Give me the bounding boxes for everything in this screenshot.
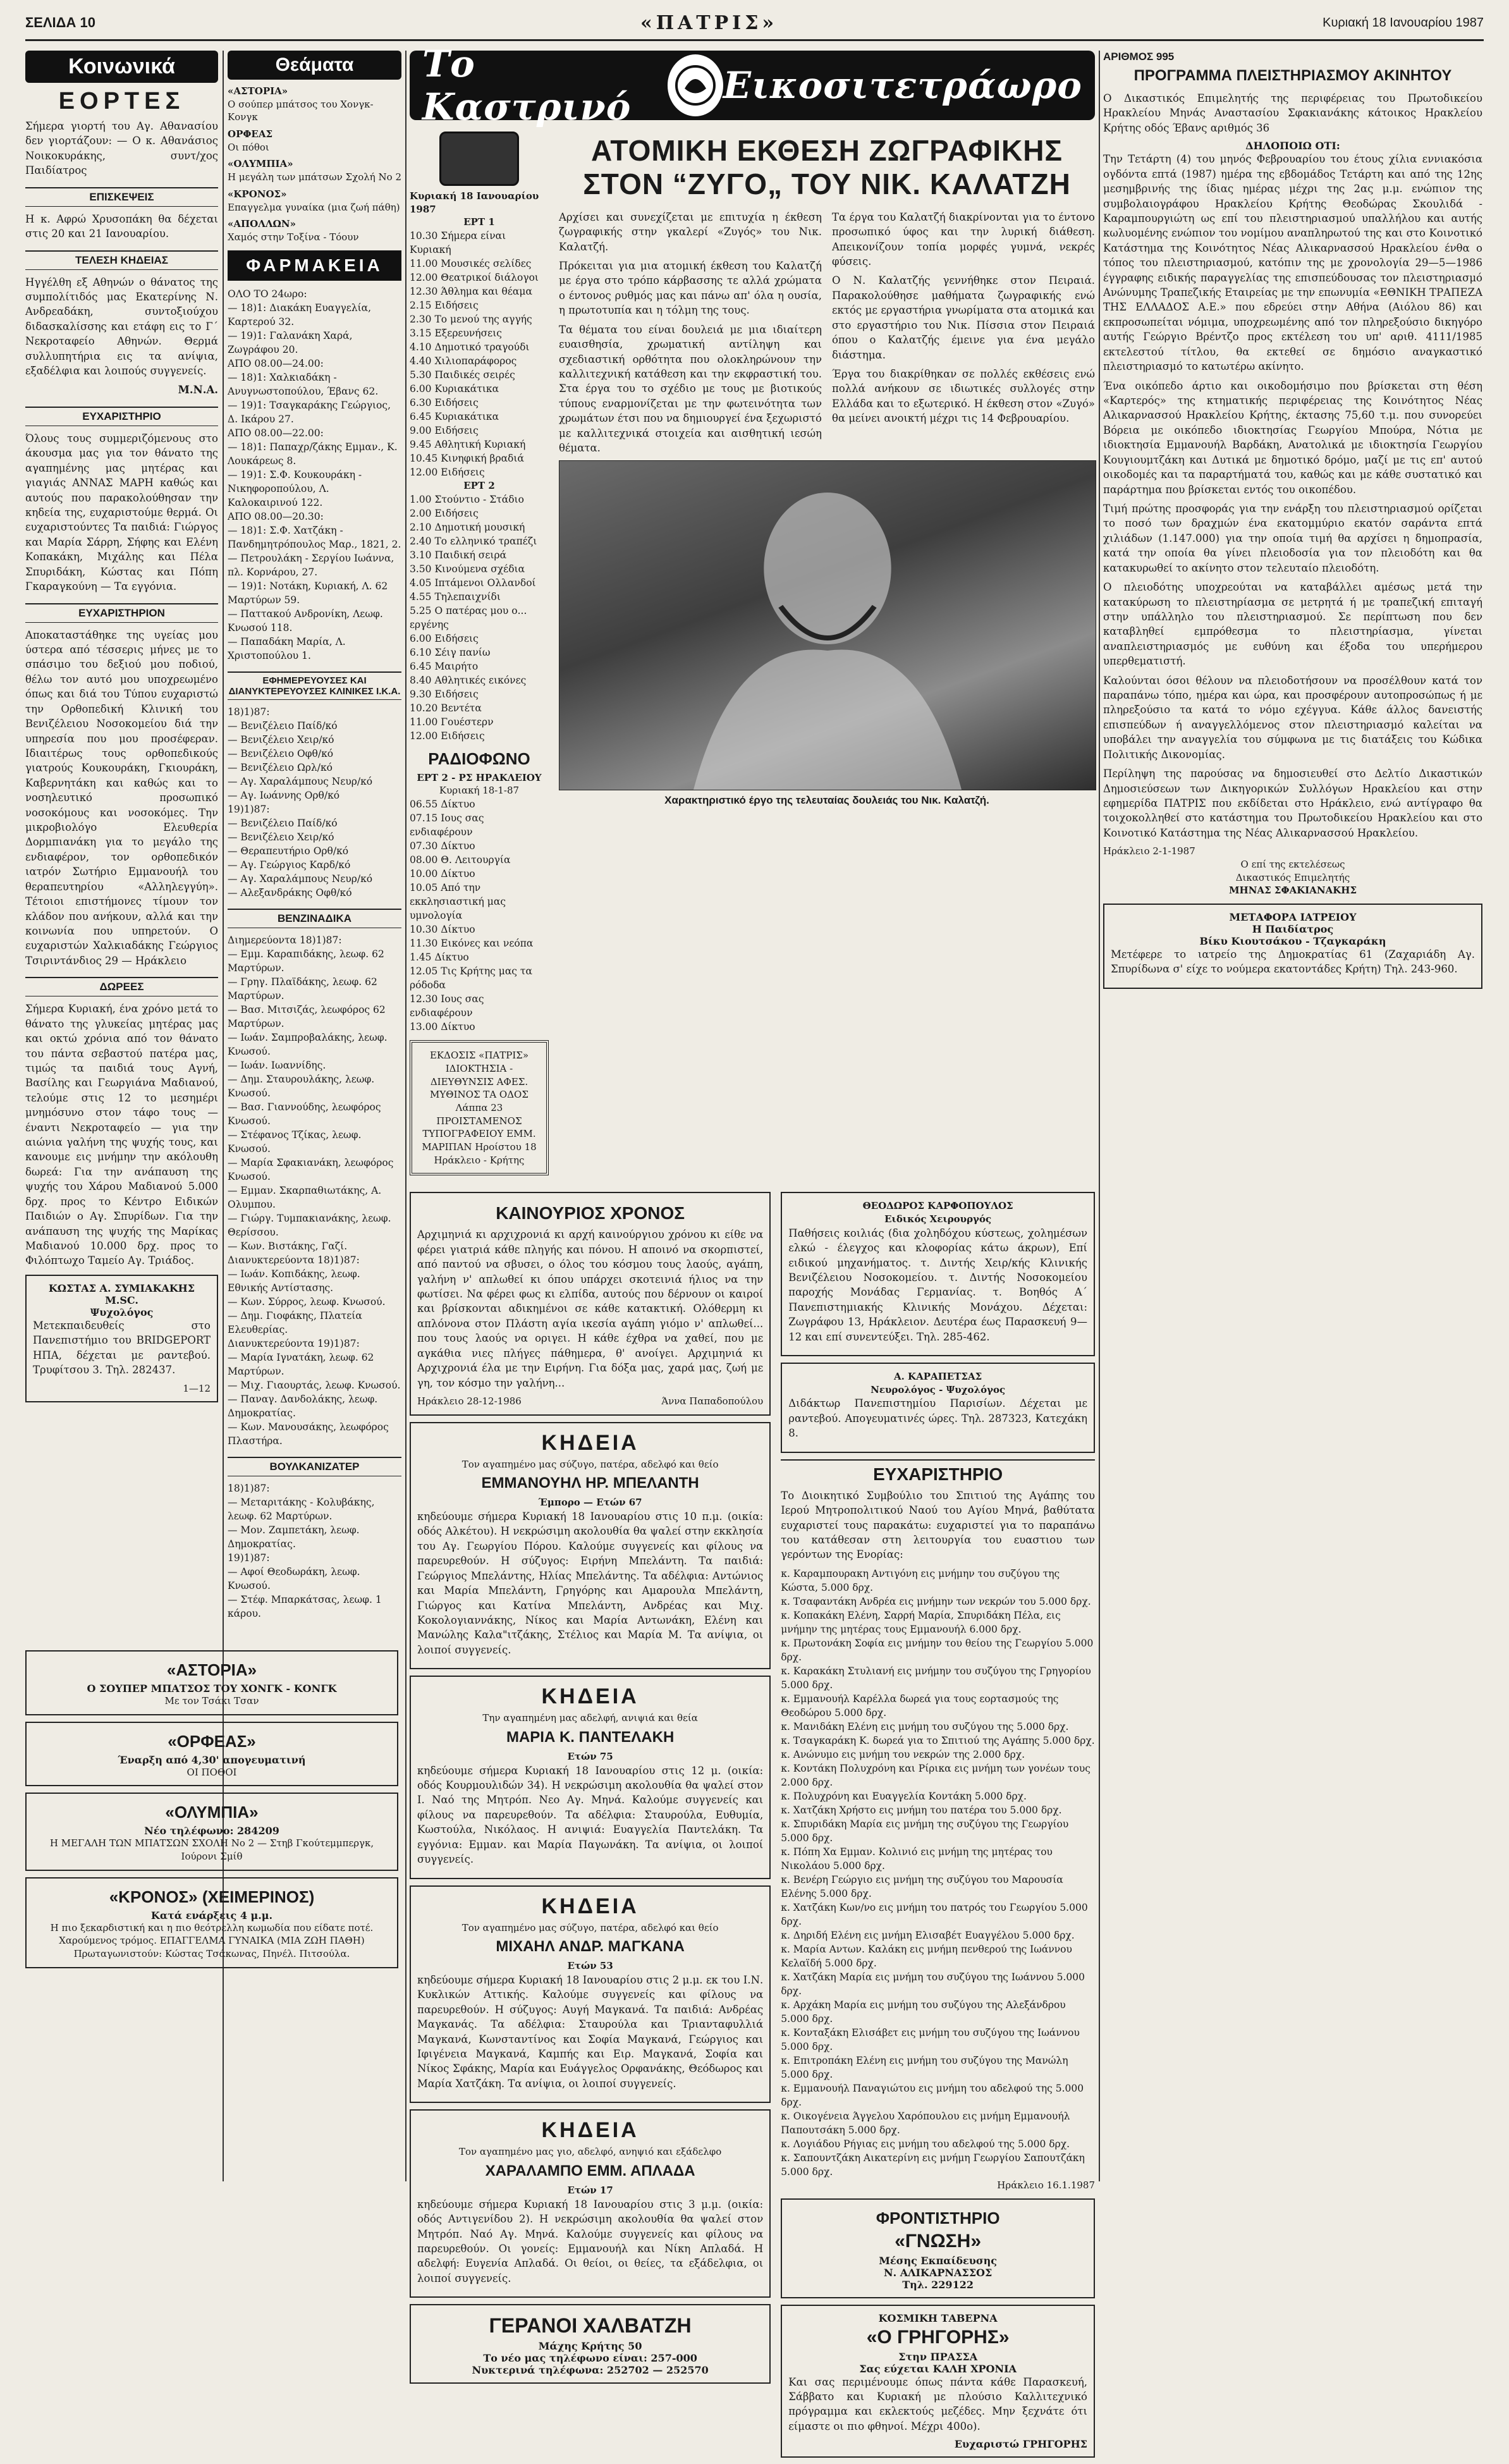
tv-programme-line: 10.30 Σήμερα είναι Κυριακή [410, 230, 506, 256]
radio-programme-line: 08.00 Θ. Λειτουργία [410, 854, 511, 866]
episkepseis-title: ΕΠΙΣΚΕΨΕΙΣ [25, 187, 218, 207]
radio-sub: ΕΡΤ 2 - ΡΣ ΗΡΑΚΛΕΙΟΥ [417, 771, 542, 783]
pharmacies-list [228, 287, 401, 663]
tv-programme-line: 2.15 Ειδήσεις [410, 300, 479, 312]
column-divider [405, 51, 406, 2181]
cinema-extra: Με τον Τσάκι Τσαν [164, 1695, 259, 1707]
tv-programme-line: 6.45 Μαιρήτο [410, 660, 479, 672]
eortes-text: Σήμερα γιορτή του Αγ. Αθανασίου δεν γιορτάζουν: — Ο κ. Αθανάσιος Νοικοκυράκης, συντ/χος Παιδίατρος [25, 120, 218, 177]
theatres-list [228, 85, 401, 244]
donation-line: κ. Πρωτονάκη Σοφία εις μνήμην του θείου της Γεωργίου 5.000 δρχ. [781, 1637, 1094, 1663]
theatre-film: Η μεγάλη των μπάτσων Σχολή Νο 2 [228, 171, 401, 183]
vulcanizer-title: ΒΟΥΛΚΑΝΙΖΑΤΕΡ [228, 1457, 401, 1476]
pharmacy-line: — 18)1: Διακάκη Ευαγγελία, Καρτερού 32. [228, 302, 372, 328]
funeral-notice-sign: Μ.Ν.Α. [178, 384, 218, 396]
notice-p6: Καλούνται όσοι θέλουν να πλειοδοτήσουν να προσέλθουν κατά τον παραπάνω τόπο, ημέρα και ώρα, και προσφέρουν αυτοπροσώπως ή με πληρεξούσιο τα κατά το νόμο εχέγγυα. Κάθε άλλος δανειστής επισπεύδων ή αναγγελλόμενος στον πλειστηριασμό καλείται να υποβάλει την αναγγελία του σύμφωνα με τις διατάξεις του Κώδικα Πολιτικής Δικονομίας. [1103, 674, 1482, 761]
notice-sign1: Ο επί της εκτελέσεως [1240, 858, 1345, 870]
vulcanizer-line: — Στέφ. Μπαρκάτσας, λεωφ. 1 κάρου. [228, 1593, 382, 1619]
cinema-ads [25, 1644, 398, 1975]
tv-programme-line: 12.00 Θεατρικοί διάλογοι [410, 272, 539, 284]
donation-line: κ. Τσαγκαράκη Κ. δωρεά για το Σπιτιού της Αγάπης 5.000 δρχ. [781, 1734, 1095, 1746]
ad-name: ΚΩΣΤΑΣ Α. ΣΥΜΙΑΚΑΚΗΣ M.SC. [48, 1282, 195, 1306]
petrol-line: — Μαρία Ιγνατάκη, λεωφ. 62 Μαρτύρων. [228, 1351, 374, 1377]
petrol-line: — Μιχ. Γιαουρτάς, λεωφ. Κνωσού. [228, 1379, 401, 1391]
donations-text: Σήμερα Κυριακή, ένα χρόνο μετά το θάνατο της γλυκείας μητέρας μας και οκτώ χρόνια από τον θάνατο του πάντα σεβαστού πατέρα μας, τιμώς τα παιδιά τους Αγνή, Βασίλης και Γεωργιάνα Μαδιανού, τελούμε στις 12 το μεσημέρι μνημόσυνο στον τάφο τους — έναντι Νεκροταφείο — για την αιώνια γαλήνη της ψυχής τους, και κανουμε εις μνήμην την ακόλουθη δωρεά: Για την ανάπαυση της ψυχής του Χάρου Μαδιανού 5.000 δρχ. προς το Κέντρο Ειδικών Παιδιών ο Αγ. Σπυρίδων. Για την ανάπαυση της ψυχής της Μαρίκας Μαδιανού 10.000 δρχ. προς το Φιλόπτωχο Ταμείο Αγ. Τριάδος. [25, 1003, 218, 1267]
petrol-line: — Γρηγ. Πλαϊδάκης, λεωφ. 62 Μαρτύρων. [228, 976, 377, 1002]
funeral-name: ΕΜΜΑΝΟΥΗΛ ΗΡ. ΜΠΕΛΑΝΤΗ [481, 1474, 699, 1492]
pharmacy-line: — 19)1: Νοτάκη, Κυριακή, Λ. 62 Μαρτύρων 59. [228, 580, 388, 606]
tv-icon [439, 132, 519, 186]
clinic-line: — Αγ. Χαραλάμπους Νευρ/κό [228, 775, 373, 787]
funeral-text: κηδεύουμε σήμερα Κυριακή 18 Ιανουαρίου στις 10 π.μ. (οικία: οδός Αλκέτου). Η νεκρώσιμη ακολουθία θα ψαλεί στην εκκλησία του Αγ. Γεωργίου Πόρου. Καλούμε συγγενείς και φίλους να παρευρεθούν. Η σύζυγος: Ειρήνη Μπελάντη. Τα παιδιά: Γεώργιος Μπελάντης, Ηλίας Μπελάντης. Τα αδέλφια: Αντώνιος και Μαρία Μπελάντη, Γρηγόρης και Αμαρουλα Μπελάντη, Γιώργος και Κατίνα Μπελάντη, Ανδρέας και Μιχ. Κοκολογιαννάκης, Νίκος και Μαρία Αντωνάκη, Ελένη και Μανώλης Καλα"ιτζάκης, Στέλιος και Μαρία Μ. Τα ανίψια, οι λοιποί συγγενείς. [417, 1511, 764, 1656]
theatre-name: «ΑΣΤΟΡΙΑ» [228, 85, 288, 97]
thanks-title: ΕΥΧΑΡΙΣΤΗΡΙΟ [25, 407, 218, 426]
tv-programme-line: 5.30 Παιδικές σειρές [410, 369, 515, 381]
radio-programme-line: 10.05 Από την εκκλησιαστική μας υμνολογία [410, 882, 506, 922]
cinema-name: «ΑΣΤΟΡΙΑ» [166, 1660, 257, 1679]
funeral-text: κηδεύουμε σήμερα Κυριακή 18 Ιανουαρίου στις 3 μ.μ. (οικία: οδός Αντιγενίδου 2). Η νεκρώσιμη ακολουθία θα ψαλεί στον Μητρόπ. Ναό Αγ. Μηνά. Καλούμε συγγενείς και φίλους να παρευρεθούν. Οι γονείς: Εμμανουήλ και Νίκη Απλαδά. Η αδελφή: Ευγενία Απλαδά. Οι θείοι, οι θείες, τα εξάδελφια, οι λοιποί συγγενείς. [417, 2198, 764, 2284]
petrol-line: Διανυκτερεύοντα 19)1)87: [228, 1337, 360, 1349]
funeral-role: Ετών 75 [567, 1750, 613, 1762]
radio-programme-line: 07.15 Ιους σας ενδιαφέρουν [410, 812, 484, 838]
clinic-line: 19)1)87: [228, 803, 270, 815]
tv-programme-line: 9.30 Ειδήσεις [410, 688, 479, 700]
notice-sign2: Δικαστικός Επιμελητής [1235, 871, 1350, 883]
tv-programme-line: 3.15 Εξερευνήσεις [410, 328, 502, 340]
cinema-extra: Η ΜΕΓΑΛΗ ΤΩΝ ΜΠΑΤΣΩΝ ΣΧΟΛΗ Νο 2 — Στηβ Γκούτεμμπεργκ, Ιούρονι Σμίθ [49, 1837, 374, 1863]
notice-p1: Ο Δικαστικός Επιμελητής της περιφέρειας του Πρωτοδικείου Ηρακλείου Μηνάς Αναστασίου Σφακιανάκης κάτοικος Ηρακλείου Κρήτης οδός Έβανς αριθμός 36 [1103, 92, 1482, 134]
theatre-film: Οι πόθοι [228, 141, 269, 153]
tv-programme-line: 10.20 Βεντέτα [410, 702, 482, 714]
tv-programme-line: 6.10 Σέιγ πανίω [410, 646, 491, 658]
tv-programme-line: 11.00 Γουέστερν [410, 716, 494, 728]
theatre-name: «ΚΡΟΝΟΣ» [228, 188, 287, 200]
clinic-line: — Βενιζέλειο Χειρ/κό [228, 831, 334, 843]
cinema-ad [25, 1793, 398, 1870]
tv-programme-line: 11.00 Μουσικές σελίδες [410, 258, 532, 270]
pharmacy-line: — 18)1: Σ.Φ. Χατζάκη - Πανδημητρόπουλος Μαρ., 1821, 2. [228, 524, 401, 550]
funeral-role: Ετών 53 [567, 1960, 613, 1972]
petrol-line: — Κων. Σύρρος, λεωφ. Κνωσού. [228, 1296, 386, 1308]
tv-programme-line: 12.00 Ειδήσεις [410, 730, 485, 742]
funeral-name: ΜΙΧΑΗΛ ΑΝΔΡ. ΜΑΓΚΑΝΑ [496, 1938, 685, 1956]
pharmacy-line: ΟΛΟ ΤΟ 24ωρο: [228, 288, 307, 300]
donation-line: κ. Χατζάκη Κων/νο εις μνήμη του πατρός του Γεωργίου 5.000 δρχ. [781, 1901, 1088, 1927]
gerani-phone: Το νέο μας τηλέφωνο είναι: 257-000 [483, 2352, 697, 2365]
petrol-line: — Ιωάν. Κοπιδάκης, λεωφ. Εθνικής Αντίστασης. [228, 1268, 360, 1294]
donation-line: κ. Μανιδάκη Ελένη εις μνήμη του συζύγου της 5.000 δρχ. [781, 1720, 1069, 1732]
vulcanizer-line: — Αφοί Θεοδωράκη, λεωφ. Κνωσού. [228, 1566, 360, 1591]
petrol-line: — Κων. Μανουσάκης, λεωφόρος Πλαστήρα. [228, 1421, 389, 1447]
article-headline: ΑΤΟΜΙΚΗ ΕΚΘΕΣΗ ΖΩΓΡΑΦΙΚΗΣ ΣΤΟΝ “ΖΥΓΟ„ ΤΟΥ ΝΙΚ. ΚΑΛΑΤΖΗ [583, 134, 1071, 200]
petrol-line: — Κων. Βιστάκης, Γαζί. [228, 1240, 348, 1252]
donation-line: κ. Τσαφαντάκη Ανδρέα εις μνήμην των νεκρών του 5.000 δρχ. [781, 1595, 1091, 1607]
right-lower [781, 1186, 1095, 2464]
notice-p7: Περίληψη της παρούσας να δημοσιευθεί στο Δελτίο Δικαστικών Δημοσιεύσεων των Δικηγορικών Συλλόγων Ηρακλείου και στην εφημερίδα ΠΑΤΡΙΣ που εκδίδεται στο Ηράκλειο, ενώ αντίγραφο θα τοιχοκολληθεί στο κατάστημα του Πρωτοδικείου Ηρακλείου και στο Κοινοτικό Κατάστημα της Νέας Αλικαρνασσού Ηρακλείου. [1103, 768, 1482, 839]
radio-programme-line: 1.45 Δίκτυο [410, 952, 469, 964]
gerani-title: ΓΕΡΑΝΟΙ ΧΑΛΒΑΤΖΗ [489, 2314, 692, 2338]
radio-programme-line: 12.05 Τις Κρήτης μας τα ρόδοδα [410, 965, 532, 991]
petrol-line: — Ιωάν. Σαμπροβαλάκης, λεωφ. Κνωσού. [228, 1031, 388, 1057]
clinic-line: — Βενιζέλειο Ωρλ/κό [228, 761, 333, 773]
clinic-line: — Βενιζέλειο Χειρ/κό [228, 733, 334, 745]
karfopoulos-ad: ΘΕΟΔΩΡΟΣ ΚΑΡΦΟΠΟΥΛΟΣ Ειδικός Χειρουργός Παθήσεις κοιλιάς (δια χοληδόχου κύστεως, χολημέσων ελκώ - έλεγχος και κλοφορίας κάτω άκρων), Επί ειδικού μηχανήματος. τ. Διντής Χειρ/κής Κλινικής Βενιζέλειου Νοσοκομείου. τ. Διντής Νοσοκομείου παροχής Μονάδας Γερμανίας. τ. Βοηθός Α΄ Πανεπιστημιακής Κλινικής Μονάχου. Δέχεται: Ζωγράφου 13, Ηράκλειον. Δευτέρα έως Παρασκευή 9—12 και επί συνεντεύξει. Τηλ. 285-462. [781, 1192, 1095, 1356]
pharmacy-line: — Παττακού Ανδρονίκη, Λεωφ. Κνωσού 118. [228, 608, 383, 634]
vulcanizer-list [228, 1481, 401, 1621]
ad-role: Ψυχολόγος [90, 1306, 154, 1318]
photo-caption: Χαρακτηριστικό έργο της τελευταίας δουλειάς του Νικ. Καλατζή. [664, 794, 989, 806]
tv-programme-line: 4.55 Τηλεπαιχνίδι [410, 591, 501, 603]
pharmacy-line: ΑΠΟ 08.00—24.00: [228, 357, 324, 369]
radio-programme-line: 13.00 Δίκτυο [410, 1021, 475, 1033]
cinema-film: Κατά ενάρξεις 4 μ.μ. [150, 1909, 273, 1922]
radio-title: ΡΑΔΙΟΦΩΝΟ [428, 749, 530, 768]
ika-list [228, 705, 401, 900]
tv-programme-line: 4.10 Δημοτικό τραγούδι [410, 341, 530, 353]
pharmacy-line: ΑΠΟ 08.00—20.30: [228, 510, 324, 522]
donation-line: κ. Καρακάκη Στυλιανή εις μνήμην του συζύγου της Γρηγορίου 5.000 δρχ. [781, 1665, 1091, 1691]
issue-date: Κυριακή 18 Ιανουαρίου 1987 [1323, 15, 1484, 30]
cinema-ad [25, 1722, 398, 1787]
tv-programme-line: 10.45 Κινηφική βραδιά [410, 453, 524, 465]
metafora-ad: ΜΕΤΑΦΟΡΑ ΙΑΤΡΕΙΟΥ Η Παιδίατρος Βίκυ Κιουτσάκου - Τζαγκαράκη Μετέφερε το ιατρείο της Δημοκρατίας 61 (Ζαχαριάδη Αγ. Σπυρίδωνα σ' είχε το νούμερα εκατοντάδες Κρήτη) Τηλ. 243-960. [1103, 904, 1482, 989]
left-lower [410, 1186, 771, 2464]
tv-programme-line: 12.00 Ειδήσεις [410, 467, 485, 479]
tv-programme-line: 2.00 Ειδήσεις [410, 507, 479, 519]
donation-line: κ. Κοντάκη Πολυχρόνη και Ρίρικα εις μνήμη των γονέων τους 2.000 δρχ. [781, 1762, 1091, 1788]
thanks2-title: ΕΥΧΑΡΙΣΤΗΡΙΟΝ [25, 603, 218, 623]
petrol-line: — Εμμαν. Σκαρπαθιωτάκης, Α. Ολυμπου. [228, 1184, 382, 1210]
notice-sign3: ΜΗΝΑΣ ΣΦΑΚΙΑΝΑΚΗΣ [1228, 885, 1357, 897]
painting-photo [559, 460, 1096, 790]
theatre-film: Επαγγελμα γυναίκα (μια ζωή πάθη) [228, 201, 400, 213]
notice-p4: Τιμή πρώτης προσφοράς για την ενάρξη του πλειστηριασμού ορίζεται το ποσό των δραχμών ένα εκατομμύριο εκατόν σαράντα επτά χιλιάδων (1.147.000) για την οποία τιμή θα αρχίσει η δημοπρασία, κατά την οποία θα γίνει πλειοδοσία για τον πλειοδότη και θα κατακυρωθεί το ακίνητο στον τελευταίο πλειοδότη. [1103, 502, 1482, 574]
church-donations [781, 1567, 1095, 2179]
donation-line: κ. Πόπη Χα Εμμαν. Κολινιό εις μνήμη της μητέρας του Νικολάου 5.000 δρχ. [781, 1846, 1053, 1872]
funeral-intro: Τον αγαπημένο μας γιο, αδελφό, ανηψιό και εξάδελφο [459, 2146, 722, 2158]
donation-line: κ. Χατζάκη Χρήστο εις μνήμη του πατέρα του 5.000 δρχ. [781, 1804, 1062, 1816]
clinic-line: — Βενιζέλειο Παίδ/κό [228, 817, 338, 829]
ert1-programme [410, 229, 549, 479]
article-p6: Έργα του διακρίθηκαν σε πολλές εκθέσεις ενώ πολλά ανήκουν σε ιδιωτικές συλλογές στην Ελλάδα και το εξωτερικό. Η έκθεση στον «Ζυγό» θα μείνει ανοικτή μέχρι τις 14 Φεβρουαρίου. [832, 368, 1095, 425]
pharmacy-line: ΑΠΟ 08.00—22.00: [228, 427, 324, 439]
funeral-text: κηδεύουμε σήμερα Κυριακή 18 Ιανουαρίου στις 12 μ. (οικία: οδός Κουρμουλιδών 34). Η νεκρώσιμη ακολουθία θα ψαλεί στον Ι. Ναό της Μητρόπ. Νεο Αγ. Μηνά. Καλούμε συγγενείς και φίλους να παρευρεθούν. Τα αδέλφια: Σταυρούλα, Ευθυμία, Κωστούλα, Νικόλαος. Η ανιψιά: Ευαγγελία Παντελάκη. Τα εγγόνια: Εμμαν. και Μαρία Παγωνάκη. Τα ανίψια, οι λοιποί συγγενείς. [417, 1764, 764, 1866]
radio-programme [410, 797, 549, 1034]
funeral-name: ΜΑΡΙΑ Κ. ΠΑΝΤΕΛΑΚΗ [506, 1728, 675, 1746]
petrol-line: — Εμμ. Καραπιδάκης, λεωφ. 62 Μαρτύρων. [228, 948, 384, 974]
ert2-label: ΕΡΤ 2 [463, 480, 495, 492]
thanks-text: Όλους τους συμμεριζόμενους στο άκουσμα μας για τον θάνατο της αγαπημένης μας μητέρας και γιαγιάς ΑΝΝΑΣ ΜΑΡΗ καθώς και αυτούς που παρακολούθησαν την κηδεία της, ευχαριστούμε θερμά. Οι ευχαριστούντες Τα παιδιά: Γιώργος και Μαρία Σάρρη, Σήφης και Ελένη Κοπακάκη, Μιχάλης και Πέλα Σπυριδάκη, Κώστας και Πόπη Γκαραγκούνη — Τα εγγόνια. [25, 432, 218, 593]
article-p2: Πρόκειται για μια ατομική έκθεση του Καλατζή με έργα στο τρόπο κάρβασσης τε αλλά χρώματα ο έντονος ρυθμός μας και πάνω απ' όλα η ουσία, η πρωτοτυπία και η τόλμη της τους. [559, 260, 822, 317]
clinic-line: — Αγ. Γεώργιος Καρδ/κό [228, 859, 351, 871]
tv-programme-line: 9.00 Ειδήσεις [410, 425, 479, 437]
funeral-intro: Την αγαπημένη μας αδελφή, ανιψιά και θεία [482, 1712, 698, 1724]
pharmacies-title: ΦΑΡΜΑΚΕΙΑ [228, 250, 401, 281]
frontistirio-ad: ΦΡΟΝΤΙΣΤΗΡΙΟ «ΓΝΩΣΗ» Μέσης Εκπαίδευσης Ν. ΑΛΙΚΑΡΝΑΣΣΟΣ Τηλ. 229122 [781, 2198, 1095, 2298]
petrol-line: Διημερεύοντα 18)1)87: [228, 934, 342, 946]
cinema-film: Νέο τηλέφωνο: 284209 [144, 1825, 279, 1837]
emblem-icon [668, 54, 723, 116]
petrol-line: — Δημ. Σταυρουλάκης, λεωφ. Κνωσού. [228, 1073, 375, 1099]
funeral-title: ΚΗΔΕΙΑ [541, 1684, 639, 1709]
gerani-ad [410, 2304, 771, 2384]
page-number: ΣΕΛΙΔΑ 10 [25, 15, 95, 30]
theatre-name: «ΑΠΟΛΛΩΝ» [228, 218, 296, 230]
newspaper-title: «ΠΑΤΡΙΣ» [640, 11, 778, 34]
tv-programme-line: 1.00 Στούντιο - Στάδιο [410, 493, 524, 505]
ad-ref: 1—12 [183, 1382, 211, 1394]
donation-line: κ. Οικογένεια Άγγελου Χαρόπουλου εις μνήμη Εμμανουήλ Παπουτσάκη 5.000 δρχ. [781, 2110, 1070, 2136]
petrol-line: — Μαρία Σφακιανάκη, λεωφόρος Κνωσού. [228, 1156, 394, 1182]
gerani-night: Νυκτερινά τηλέφωνα: 252702 — 252570 [472, 2364, 709, 2377]
donation-line: κ. Λογιάδου Ρήγιας εις μνήμη του αδελφού της 5.000 δρχ. [781, 2138, 1070, 2150]
funeral-role: Ετών 17 [567, 2185, 613, 2196]
tv-programme-line: 6.30 Ειδήσεις [410, 397, 479, 409]
funeral-intro: Τον αγαπημένο μας σύζυγο, πατέρα, αδελφό και θείο [461, 1458, 719, 1470]
column-divider [1099, 51, 1100, 2181]
thanks2-text: Αποκαταστάθηκε της υγείας μου ύστερα από τέσσερις μήνες με το σπάσιμο του δεξιού μου ποδιού, θέλω τον αυτό μου υποχρεωμένο όπως και διά του Τύπου ευχαριστώ την Ορθοπεδική Κλινική του Βενιζέλειου Νοσοκομείου διά την υπηρεσία που μου προσέφεραν. Ιδιαιτέρως τους ορθοπεδικούς γιατρούς Κουκουράκη, Γκιουράκη, Καβερνητάκη και καθώς και το νοσηλευτικό προσωπικό νοσοκόμους και νοσοκόμες. Την μικροβιολόγο Ελευθερία Δορμπιανάκη για το μεγάλο της ενδιαφέρον, τον ορθοπεδικόν ιατρόν Σωτήριο Εμμανουήλ του θεραπευτηρίου «Αλληλεγγύη». Τέτοιοι επιστήμονες τίμουν τον κλάδον που ανήκουν, αλλά και την κοινωνία που υπηρετούν. Ο ευχαριστών Χαλκιαδάκης Γεώργιος Τσιριντάνδιος 29 — Ηράκλειο [25, 628, 218, 967]
funeral-text: κηδεύουμε σήμερα Κυριακή 18 Ιανουαρίου στις 2 μ.μ. εκ του Ι.Ν. Κυκλικών Αττικής. Καλούμε συγγενείς και φίλους να παρευρεθούν. Η σύζυγος: Αυγή Μαγκανά. Τα παιδιά: Ανδρέας Μαγκανάς. Τα αδέλφια: Σταυρούλα και Τριανταφυλλιά Μαγκανά, Κωνσταντίνος και Σοφία Μαγκανά, Γεώργιος και Ιφιγένεια Μαγκανά, Καμπής και Ειρ. Μαγκανά, Σοφία και Νίκος Σφάκης, Μαρία και Ευάγγελος Ορφανάκης, Θεόδωρος και Μαρία Χατζάκη. Τα ανίψια, οι λοιποί συγγενείς. [417, 1973, 764, 2090]
tv-programme-line: 12.30 Άθλημα και θέαμα [410, 286, 532, 298]
petrol-line: — Δημ. Γιοφάκης, Πλατεία Ελευθερίας. [228, 1309, 362, 1335]
pharmacy-line: — 19)1: Τσαγκαράκης Γεώργιος, Δ. Ικάρου 27. [228, 399, 391, 425]
tv-programme-line: 6.45 Κυριακάτικα [410, 411, 499, 423]
tv-programme-line: 6.00 Ειδήσεις [410, 632, 479, 644]
funeral-title: ΚΗΔΕΙΑ [541, 1430, 639, 1455]
banner-right: Εικοσιτετράωρο [723, 64, 1082, 107]
theatre-name: ΟΡΦΕΑΣ [228, 128, 273, 140]
episkepseis-text: Η κ. Αφρώ Χρυσοπάκη θα δέχεται στις 20 και 21 Ιανουαρίου. [25, 212, 218, 240]
pharmacy-line: — Πετρουλάκη - Σεργίου Ιωάννα, πλ. Κορνάρου, 27. [228, 552, 394, 578]
funeral-intro: Τον αγαπημένο μας σύζυγο, πατέρα, αδελφό και θείο [461, 1922, 719, 1934]
notice-place: Ηράκλειο 2-1-1987 [1103, 845, 1195, 857]
cinema-name: «ΟΡΦΕΑΣ» [168, 1731, 256, 1751]
clinic-line: — Αγ. Χαραλάμπους Νευρ/κό [228, 873, 373, 885]
ert1-label: ΕΡΤ 1 [463, 216, 495, 228]
vulcanizer-line: 18)1)87: [228, 1482, 270, 1494]
radio-programme-line: 10.30 Δίκτυο [410, 924, 475, 936]
tv-programme-line: 3.50 Κινούμενα σχέδια [410, 563, 525, 575]
tv-programme-line: 9.45 Αθλητική Κυριακή [410, 439, 526, 451]
pharmacy-line: — 18)1: Χαλκιαδάκη - Ανυγνωστοπούλου, Έβανς 62. [228, 371, 379, 397]
donation-line: κ. Εμμανουήλ Καρέλλα δωρεά για τους εορτασμούς της Θεοδώρου 5.000 δρχ. [781, 1693, 1059, 1719]
funeral-role: Έμπορο — Ετών 67 [538, 1497, 642, 1509]
theatres-kicker: Θεάματα [228, 51, 401, 80]
donation-line: κ. Κοπακάκη Ελένη, Σαρρή Μαρία, Σπυριδάκη Πέλα, εις μνήμην της μητέρας τους Εμμανουήλ 6.000 δρχ. [781, 1609, 1061, 1635]
radio-programme-line: 10.00 Δίκτυο [410, 868, 475, 880]
tv-programme-line: 4.05 Ιπτάμενοι Ολλανδοί [410, 577, 536, 589]
funeral-title: ΚΗΔΕΙΑ [541, 1894, 639, 1918]
donation-line: κ. Πολυχρόνη και Ευαγγελία Κοντάκη 5.000 δρχ. [781, 1790, 1027, 1802]
art-article [559, 128, 1095, 1182]
ert2-programme [410, 493, 549, 743]
clinic-line: 18)1)87: [228, 706, 270, 718]
funeral-title: ΚΗΔΕΙΑ [541, 2118, 639, 2143]
funeral-name: ΧΑΡΑΛΑΜΠΟ ΕΜΜ. ΑΠΛΑΔΑ [485, 2162, 695, 2179]
taverna-ad: ΚΟΣΜΙΚΗ ΤΑΒΕΡΝΑ «Ο ΓΡΗΓΟΡΗΣ» Στην ΠΡΑΣΣΑ Σας εύχεται ΚΑΛΗ ΧΡΟΝΙΑ Και σας περιμένουμε όπως πάντα κάθε Παρασκευή, Σάββατο και Κυριακή με πλούσιο Καλλιτεχνικό πρόγραμμα και εκλεκτούς μεζέδες. Μην ξεχνάτε ότι είμαστε οι πιο φθηνοί. Μέχρι 400ο). Ευχαριστώ ΓΡΗΓΟΡΗΣ [781, 2305, 1095, 2458]
cinema-extra: Η πιο ξεκαρδιστική και η πιο θεότρελλη κωμωδία που είδατε ποτέ. Χαρούμενος τρόμος. ΕΠΑΓΓΕΛΜΑ ΓΥΝΑΙΚΑ (ΜΙΑ ΖΩΗ ΠΑΘΗ) Πρωταγωνιστούν: Κώστας Τσάκωνας, Πηνέλ. Πιτσούλα. [50, 1922, 374, 1960]
notice-title: ΠΡΟΓΡΑΜΜΑ ΠΛΕΙΣΤΗΡΙΑΣΜΟΥ ΑΚΙΝΗΤΟΥ [1133, 67, 1452, 84]
pharmacy-line: — 19)1: Γαλανάκη Χαρά, Ζωγράφου 20. [228, 329, 353, 355]
radio-programme-line: 12.30 Ιους σας ενδιαφέρουν [410, 993, 484, 1019]
donation-line: κ. Χατζάκη Μαρία εις μνήμη του συζύγου της Ιωάννου 5.000 δρχ. [781, 1971, 1085, 1997]
ika-title: ΕΦΗΜΕΡΕΥΟΥΣΕΣ ΚΑΙ ΔΙΑΝΥΚΤΕΡΕΥΟΥΣΕΣ ΚΛΙΝΙΚΕΣ Ι.Κ.Α. [228, 671, 401, 700]
funeral-notice [410, 1422, 771, 1670]
cinema-name: «ΚΡΟΝΟΣ» (ΧΕΙΜΕΡΙΝΟΣ) [109, 1887, 315, 1906]
donation-line: κ. Επιτροπάκη Ελένη εις μνήμη του συζύγου της Μανώλη 5.000 δρχ. [781, 2054, 1068, 2080]
funeral-notice [410, 1676, 771, 1879]
donation-line: κ. Εμμανουήλ Παναγιώτου εις μνήμη του αδελφού της 5.000 δρχ. [781, 2082, 1084, 2108]
publisher-box: ΕΚΔΟΣΙΣ «ΠΑΤΡΙΣ» ΙΔΙΟΚΤΗΣΙΑ - ΔΙΕΥΘΥΝΣΙΣ ΑΦΕΣ. ΜΥΘΙΝΟΣ ΤΑ ΟΔΟΣ Λάππα 23 ΠΡΟΙΣΤΑΜΕΝΟΣ ΤΥΠΟΓΡΑΦΕΙΟΥ ΕΜΜ. ΜΑΡΙΠΑΝ Ηροίστου 18 Ηράκλειο - Κρήτης [410, 1040, 549, 1175]
tv-listing [410, 128, 549, 1182]
church-thanks-title: ΕΥΧΑΡΙΣΤΗΡΙΟ [781, 1459, 1095, 1485]
article-p1: Αρχίσει και συνεχίζεται με επιτυχία η έκθεση ζωγραφικής στην γκαλερί «Ζυγός» του Νικ. Καλατζή. [559, 211, 822, 253]
karapetsas-ad: Α. ΚΑΡΑΠΕΤΣΑΣ Νευρολόγος - Ψυχολόγος Διδάκτωρ Πανεπιστημίου Παρισίων. Δέχεται με ραντεβού. Απογευματινές ώρες. Τηλ. 287323, Κατεχάκη 8. [781, 1363, 1095, 1453]
poem-author: Άννα Παπαδοπούλου [661, 1395, 764, 1407]
notice-p3: Ένα οικόπεδο άρτιο και οικοδομήσιμο που βρίσκεται στη θέση «Καρτερός» της κτηματικής περιφέρειας της Κοινότητος Νέας Αλικαρνασσού Ηρακλείου Κρήτης, έκτασης 75,60 τ.μ. που συνορεύει Βόρεια με οικόπεδο ιδιοκτησίας Γεωργίου Μπούρα, Νότια με ιδιοκτησία Εμμανουήλ Βαρδάκη, Ανατολικά με ιδιοκτησία Γεωργίου Κουγιουμτζάκη και Δυτικά με δημοτικό δρόμο, μαζί με τις επ' αυτού οικοδομές και τα παραρτήματά του, καθώς και με κάθε συστατικό και παράρτημα που βρίσκεται εντός του οικοπέδου. [1103, 379, 1482, 496]
tv-programme-line: 8.40 Αθλητικές εικόνες [410, 674, 527, 686]
radio-programme-line: 06.55 Δίκτυο [410, 799, 475, 811]
church-thanks-intro: Το Διοικητικό Συμβούλιο του Σπιτιού της Αγάπης του Ιερού Μητροπολιτικού Ναού του Αγίου Μηνά, βαθύτατα ευχαριστεί τους παρακάτω: ευχαριστεί για το παραπάνω του κατάθεσαν στη λειτουργία του ευαστιου των γερόντων της Ενορίας: [781, 1489, 1095, 1561]
church-thanks-date: Ηράκλειο 16.1.1987 [997, 2179, 1095, 2191]
article-p5: Ο Ν. Καλατζής γεννήθηκε στον Πειραιά. Παρακολούθησε μαθήματα ζωγραφικής ενώ εκτός με εργαστήρια γνωρίματα στα ατομικά και στο εργαστήριο του Νικ. Πίσσια στον Πειραιά όπου ο Καλατζής έμεινε για ένα μεγάλο διάστημα. [832, 274, 1095, 361]
donation-line: κ. Αρχάκη Μαρία εις μνήμη του συζύγου της Αλεξάνδρου 5.000 δρχ. [781, 1999, 1066, 2025]
tv-programme-line: 4.40 Χιλιοπαράφορος [410, 355, 517, 367]
poem-title: ΚΑΙΝΟΥΡΙΟΣ ΧΡΟΝΟΣ [496, 1203, 685, 1223]
pharmacy-line: — Παπαδάκη Μαρία, Λ. Χριστοπούλου 1. [228, 635, 346, 661]
tv-programme-line: 5.25 Ο πατέρας μου ο... εργένης [410, 604, 527, 630]
banner-left: Το Καστρινό [422, 42, 632, 128]
donation-line: κ. Κονταξάκη Ελισάβετ εις μνήμη του συζύγου της Ιωάννου 5.000 δρχ. [781, 2026, 1080, 2052]
poem-place: Ηράκλειο 28-12-1986 [417, 1395, 522, 1407]
clinic-line: — Βενιζέλειο Παίδ/κό [228, 720, 338, 732]
tv-programme-line: 2.40 Το ελληνικό τραπέζι [410, 535, 537, 547]
vulcanizer-line: 19)1)87: [228, 1552, 270, 1564]
theatre-film: Ο σούπερ μπάτσος του Χονγκ-Κονγκ [228, 98, 374, 123]
pharmacy-line: — 19)1: Σ.Φ. Κουκουράκη - Νικηφοροπούλου, Λ. Καλοκαιρινού 122. [228, 469, 362, 508]
donation-line: κ. Δηριδή Ελένη εις μνήμη Ελισαβέτ Ευαγγέλου 5.000 δρχ. [781, 1929, 1075, 1941]
notice-number: ΑΡΙΘΜΟΣ 995 [1103, 51, 1175, 63]
petrol-line: — Βασ. Γιαννούδης, λεωφόρος Κνωσού. [228, 1101, 381, 1127]
petrol-line: — Ιωάν. Ιωαννίδης. [228, 1059, 326, 1071]
cinema-extra: ΟΙ ΠΟΘΟΙ [186, 1766, 237, 1778]
notice-p5: Ο πλειοδότης υποχρεούται να καταβάλλει αμέσως μετά την κατακύρωση το πλειστηρίασμα σε μετρητά ή με τραπεζική επιταγή στην υπάλληλο του πλειστηριασμού. Σε περίπτωση που δεν καταβληθεί εμπρόθεσμα το πλειστηρίασμα, γίνεται αναπλειστηριασμός με ευθύνη και έξοδα του υπερήμερου υπερθεματιστή. [1103, 581, 1482, 668]
poem-text: Αρχιμηνιά κι αρχιχρονιά κι αρχή καινούργιου χρόνου κι είθε να φέρει γιατριά κάθε πληγής και πόνου. Η αποινό να σκορπιστεί, από παντού να σβυσει, ο όλος του κόσμου τους λαούς, αγάπη, γαλήνη ν' απλωθεί κι όπου υπάρχει σκοτεινιά ήλιος να την φωτίσει. Να φέρει φως κι ελπίδα, αυτούς που δέρνουν οι καιροί και βρίσκονται αδικημένοι σε κάθε κατακτική. Ολόθερμη κι απλόνονα στον Πλάστη αγία ικεσία αγάπη γιόμο ν' απλωθεί... που τους λαούς να οριγει. Η κάθε έχθρα να χαθεί, που με αγκάθια νιες πλήγες πάθημερα, θ' ανοίγει. Αρχιμηνιά κι Αρχιχρονιά έλα με την Ειρήνη. Για δόξα μας, χαρά μας, ζωή με γη, τον κόσμο την γαλήνη... [417, 1229, 764, 1389]
petrol-line: — Παναγ. Δανδολάκης, λεωφ. Δημοκρατίας. [228, 1393, 378, 1419]
cinema-name: «ΟΛΥΜΠΙΑ» [165, 1803, 259, 1822]
theatre-name: «ΟΛΥΜΠΙΑ» [228, 158, 293, 170]
tv-programme-line: 2.10 Δημοτική μουσική [410, 521, 525, 533]
petrol-line: — Στέφανος Τζίκας, λεωφ. Κνωσού. [228, 1129, 362, 1155]
funeral-notice [410, 1885, 771, 2104]
eortes-title: ΕΟΡΤΕΣ [58, 88, 185, 114]
donations-title: ΔΩΡΕΕΣ [25, 977, 218, 996]
funeral-notices [410, 1422, 771, 2298]
notice-p2: Την Τετάρτη (4) του μηνός Φεβρουαρίου του έτους χίλια εννιακόσια ογδόντα επτά (1987) ημέρα της εβδομάδος Τετάρτη και από της 12ης μεσημβρινής της ίδιας ημέρας μέχρι της 2ας μ.μ. ενώπιον της συμβολαιογράφου Ηρακλείου Κρήτης Θεοδώρας Σκουλιδά - Καραμπουργιώτη ως επί του πλειστηριασμού υπαλλήλου και αυτής κωλυομένης ενώπιον του νομίμου αναπληρωτού της και στο Κοινοτικό Κατάστημα της Κοινότητος Νέας Αλικαρνασσού Ηρακλείου ένθα ο τόπος του πλειστηριασμού, κατόπιν της με χρονολογία 29—5—1986 έγγραφης ειδικής παραγγελίας της επισπεύδουσας τον πλειστηριασμό Ανώνυμης Τραπεζικής Εταιρείας με την επωνυμία «ΕΘΝΙΚΗ ΤΡΑΠΕΖΑ ΤΗΣ ΕΛΛΑΔΟΣ Α.Ε.» που εδρεύει στην Αθήνα (Αιόλου 86) και εκπροσωπείται νόμιμα, υποχρεωμένης από τον πληρεξούσιο δικηγόρο αυτής Γεώργιο Βρέντζο προς εκτέλεση του υπ' αριθ. 4111/1985 εκτελεστού τίτλου, θα εκτεθεί σε δημόσιο αναγκαστικό πλειστηριασμό το κατωτέρω ακίνητο. [1103, 153, 1482, 373]
column-main [410, 42, 1095, 2451]
donation-line: κ. Σπυριδάκη Μαρία εις μνήμη της συζύγου της Γεωργίου 5.000 δρχ. [781, 1818, 1069, 1844]
donation-line: κ. Βενέρη Γεώργιο εις μνήμη της συζύγου του Μαρουσία Ελένης 5.000 δρχ. [781, 1873, 1063, 1899]
vulcanizer-line: — Μεταριτάκης - Κολυβάκης, λεωφ. 62 Μαρτύρων. [228, 1496, 375, 1522]
donation-line: κ. Ανώνυμο εις μνήμη του νεκρών της 2.000 δρχ. [781, 1748, 1025, 1760]
tv-programme-line: 3.10 Παιδική σειρά [410, 549, 507, 561]
clinic-line: — Αγ. Ιωάννης Ορθ/κό [228, 789, 340, 801]
radio-programme-line: 07.30 Δίκτυο [410, 840, 475, 852]
section-kicker: Κοινωνικά [25, 51, 218, 83]
banner [410, 42, 1095, 128]
funeral-notice-text: Ηγγέλθη εξ Αθηνών ο θάνατος της συμπολίτιδός μας Εκατερίνης Ν. Ανδρεαδάκη, συντοξιούχου διδασκαλίσσης και ετάφη εις το Γ΄ Νεκροταφείο Αθηνών. Θερμά συλλυπητήρια εις τα ανίψια, εξαδέλφια και λοιπούς συγγενείς. [25, 276, 218, 377]
petrol-line: — Γιώργ. Τυμπακιανάκης, λεωφ. Θερίσσου. [228, 1212, 391, 1238]
clinic-line: — Αλεξανδράκης Οφθ/κό [228, 886, 352, 898]
theatre-film: Χαμός στην Τοξίνα - Τόουν [228, 231, 359, 243]
cinema-ad [25, 1877, 398, 1968]
article-p3: Τα θέματα του είναι δουλειά με μια ιδιαίτερη ευαισθησία, χρωματική αντίληψη και σχεδιαστική ορθότητα που ολοκληρώνουν την καλλιτεχνική κατάθεση και την εκφραστική του. Στα έργα του το σχέδιο με τους με βιοτικούς τύπους εναρμονίζεται με την φωτεινότητα των χρωμάτων έτσι που να δημιουργεί ένα ξεχωριστό με καλλιτεχνικά στοιχεία και αισθητική ιεσώη θέματα. [559, 323, 822, 455]
psychologist-ad [25, 1275, 218, 1402]
ad-text: Μετεκπαιδευθείς στο Πανεπιστήμιο του BRIDGEPORT ΗΠΑ, δέχεται με ραντεβού. Τρυφίτσου 3. Τηλ. 282437. [33, 1319, 211, 1376]
radio-date: Κυριακή 18-1-87 [439, 785, 520, 797]
column-legal [1103, 51, 1482, 2181]
cinema-ad [25, 1650, 398, 1715]
notice-declare: ΔΗΛΟΠΟΙΩ ΟΤΙ: [1245, 140, 1340, 152]
vulcanizer-line: — Μον. Ζαμπετάκη, λεωφ. Δημοκρατίας. [228, 1524, 360, 1550]
petrol-line: Διανυκτερεύοντα 18)1)87: [228, 1254, 360, 1266]
donation-line: κ. Σαπουντζάκη Αικατερίνη εις μνήμη Γεωργίου Σαπουτζάκη 5.000 δρχ. [781, 2152, 1085, 2178]
tv-programme-line: 2.30 Το μενού της αγγής [410, 314, 532, 326]
cinema-film: Ο ΣΟΥΠΕΡ ΜΠΑΤΣΟΣ ΤΟΥ ΧΟΝΓΚ - ΚΟΝΓΚ [87, 1683, 337, 1695]
kainourios-xronos [410, 1192, 771, 1415]
cinema-film: Έναρξη από 4,30' απογευματινή [118, 1753, 306, 1766]
funeral-notice [410, 2109, 771, 2298]
tv-programme-line: 6.00 Κυριακάτικα [410, 383, 499, 395]
masthead [25, 6, 1484, 41]
petrol-title: ΒΕΝΖΙΝΑΔΙΚΑ [228, 909, 401, 928]
clinic-line: — Βενιζέλειο Οφθ/κό [228, 747, 334, 759]
radio-programme-line: 11.30 Εικόνες και νεόπα [410, 938, 534, 950]
petrol-list [228, 933, 401, 1448]
gerani-addr: Μάχης Κρήτης 50 [538, 2340, 642, 2353]
funeral-notice-title: ΤΕΛΕΣΗ ΚΗΔΕΙΑΣ [25, 250, 218, 270]
donation-line: κ. Μαρία Αντων. Καλάκη εις μνήμη πενθερού της Ιωάννου Κελαϊδή 5.000 δρχ. [781, 1943, 1072, 1969]
clinic-line: — Θεραπευτήριο Ορθ/κό [228, 845, 349, 857]
tv-date: Κυριακή 18 Ιανουαρίου 1987 [410, 190, 539, 215]
article-p4: Τα έργα του Καλατζή διακρίνονται για το έντονο προσωπικό ύφος και την λυρική διάθεση. Απεικονίζουν τοπία μορφές γυμνά, νεκρές φύσεις. [832, 211, 1095, 268]
donation-line: κ. Καραμπουρακη Αντιγόνη εις μνήμην του συζύγου της Κώστα, 5.000 δρχ. [781, 1567, 1060, 1593]
pharmacy-line: — 18)1: Παπαχρ/ζάκης Εμμαν., Κ. Λουκάρεως 8. [228, 441, 398, 467]
petrol-line: — Βασ. Μιτσιζάς, λεωφόρος 62 Μαρτύρων. [228, 1003, 386, 1029]
